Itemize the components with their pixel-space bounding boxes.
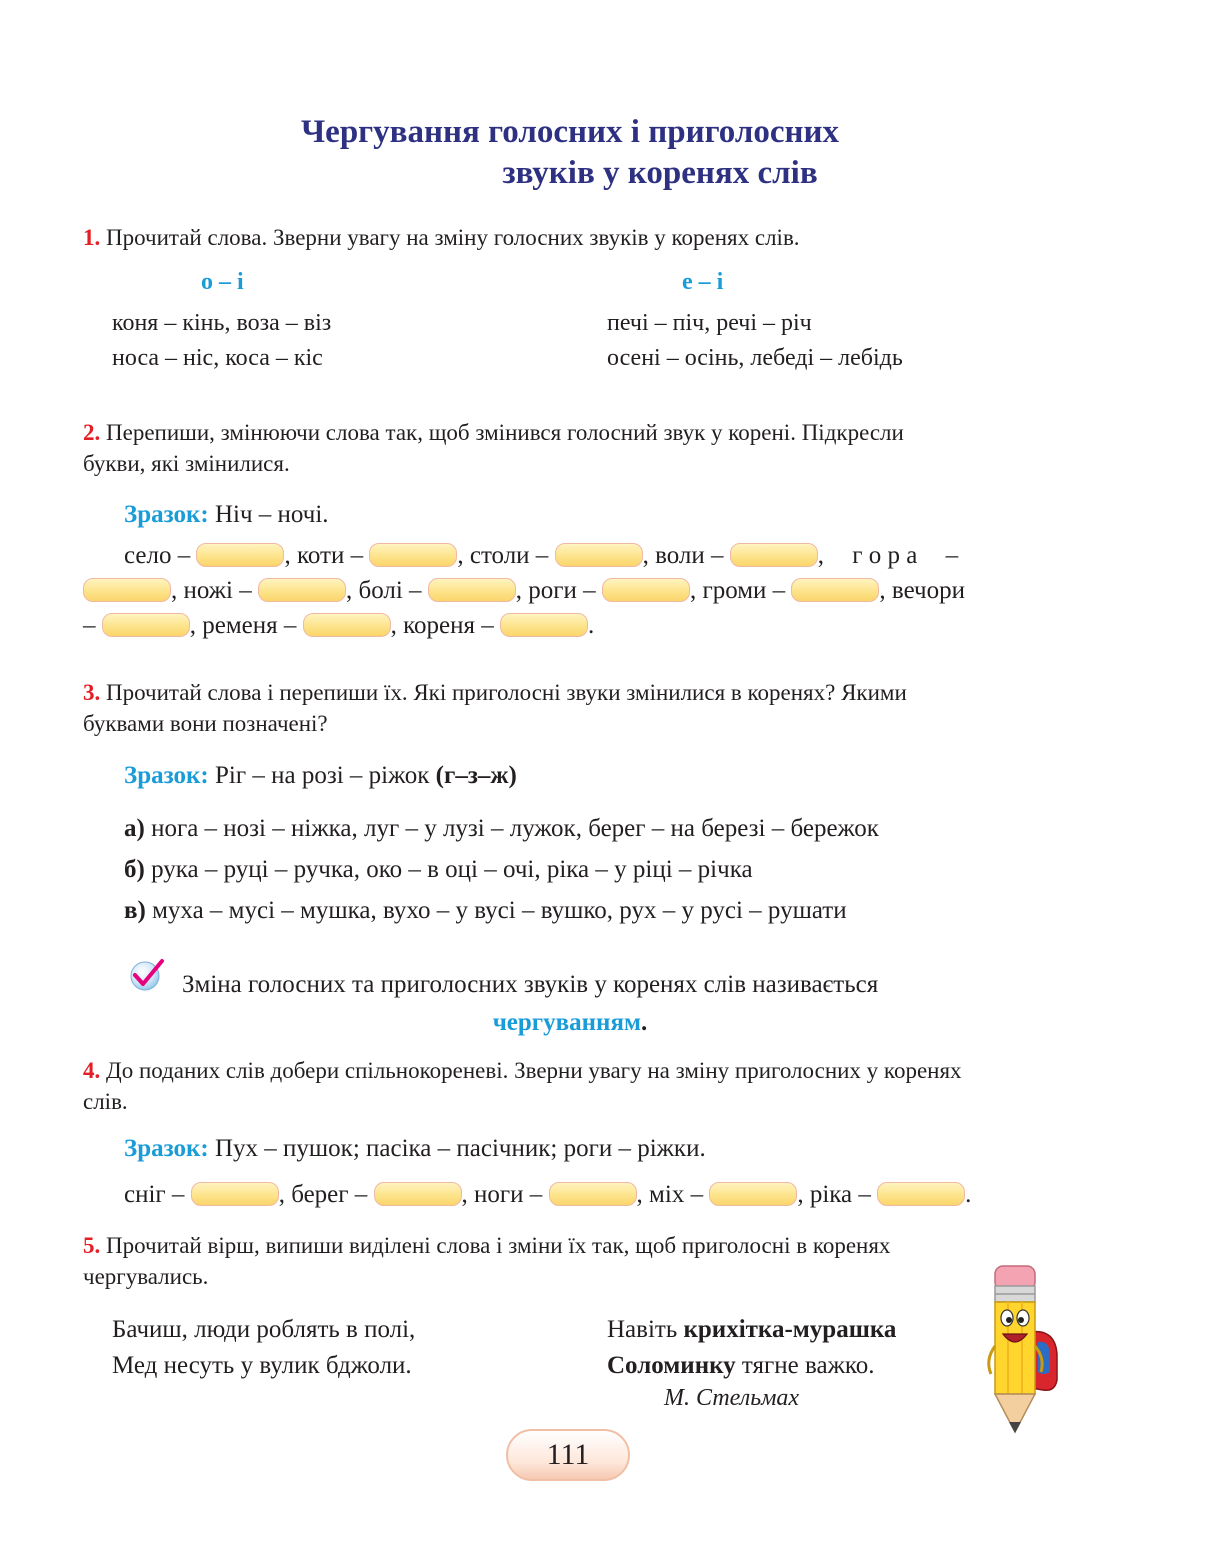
word: , міх –: [636, 1181, 704, 1208]
answer-blank[interactable]: [555, 543, 643, 567]
answer-blank[interactable]: [102, 613, 190, 637]
list-item: [124, 895, 847, 926]
list-item: [124, 813, 879, 844]
task-text: слів.: [83, 1089, 128, 1114]
word: , вечори: [879, 577, 966, 604]
page-title-line-1: Чергування голосних і приголосних: [300, 114, 840, 150]
task-number: 5.: [83, 1233, 101, 1258]
word: , берег –: [278, 1181, 368, 1208]
word: ,: [817, 542, 824, 569]
word: –: [945, 542, 959, 569]
item-text: рука – руці – ручка, око – в оці – очі, ріка – у ріці – річка: [151, 856, 753, 883]
sample-label: Зразок:: [124, 762, 209, 789]
word: , роги –: [515, 577, 596, 604]
sample-label: Зразок:: [124, 501, 209, 528]
word: , кореня –: [390, 612, 494, 639]
poem-plain: тягне важко.: [741, 1352, 875, 1379]
sample-line: [124, 1133, 706, 1164]
poem-line: Бачиш, люди роблять в полі,: [112, 1316, 416, 1343]
poem-line: [607, 1314, 896, 1345]
exercise-line: [124, 1177, 971, 1212]
word: .: [965, 1181, 972, 1208]
word: , столи –: [457, 542, 549, 569]
word: г о р а: [852, 542, 918, 569]
answer-blank[interactable]: [303, 613, 391, 637]
word-line: носа – ніс, коса – кіс: [112, 345, 323, 371]
answer-blank[interactable]: [191, 1182, 279, 1206]
task-4-instruction: [83, 1055, 1057, 1086]
word: –: [83, 612, 96, 639]
word: , ноги –: [461, 1181, 543, 1208]
word-line: коня – кінь, воза – віз: [112, 310, 332, 336]
poem-author: М. Стельмах: [664, 1385, 800, 1411]
answer-blank[interactable]: [877, 1182, 965, 1206]
poem-plain: Навіть: [607, 1316, 678, 1343]
answer-blank[interactable]: [83, 578, 171, 602]
word: , ріка –: [797, 1181, 871, 1208]
answer-blank[interactable]: [428, 578, 516, 602]
sample-label: Зразок:: [124, 1135, 209, 1162]
column-header-e-i: е – і: [682, 269, 724, 295]
exercise-line: [83, 608, 594, 643]
poem-highlight: Соломинку: [607, 1352, 736, 1379]
task-3-instruction: [83, 677, 1057, 708]
item-label: б): [124, 856, 145, 883]
rule-term: чергуванням: [492, 1009, 642, 1036]
pencil-mascot-icon: [983, 1262, 1063, 1438]
word: , болі –: [345, 577, 422, 604]
answer-blank[interactable]: [374, 1182, 462, 1206]
task-1-instruction: [83, 222, 800, 253]
word: , коти –: [284, 542, 364, 569]
rule-term-line: [0, 1006, 1140, 1039]
item-text: муха – мусі – мушка, вухо – у вусі – вушко, рух – у русі – рушати: [152, 897, 847, 924]
sample-line: [124, 499, 329, 530]
answer-blank[interactable]: [196, 543, 284, 567]
task-number: 3.: [83, 680, 101, 705]
sample-line: [124, 760, 517, 791]
task-text: Прочитай слова і перепиши їх. Які приголосні звуки змінилися в коренях? Якими: [106, 680, 907, 705]
task-text: Прочитай слова. Зверни увагу на зміну голосних звуків у коренях слів.: [106, 225, 800, 250]
word: .: [588, 612, 595, 639]
word: сніг –: [124, 1181, 185, 1208]
sample-alternation: (г–з–ж): [435, 762, 517, 789]
task-text: чергувались.: [83, 1264, 209, 1289]
column-header-o-i: о – і: [201, 269, 244, 295]
item-label: а): [124, 815, 145, 842]
answer-blank[interactable]: [791, 578, 879, 602]
task-number: 1.: [83, 225, 101, 250]
task-text: буквами вони позначені?: [83, 711, 328, 736]
word: , ножі –: [171, 577, 252, 604]
rule-text: Зміна голосних та приголосних звуків у коренях слів називається: [182, 971, 879, 998]
answer-blank[interactable]: [602, 578, 690, 602]
page-number: 111: [506, 1429, 630, 1481]
word: село –: [124, 542, 191, 569]
task-text: Перепиши, змінюючи слова так, щоб змінився голосний звук у корені. Підкресли: [106, 420, 904, 445]
task-text: Прочитай вірш, випиши виділені слова і зміни їх так, щоб приголосні в коренях: [106, 1233, 891, 1258]
answer-blank[interactable]: [500, 613, 588, 637]
poem-highlight: крихітка-мурашка: [683, 1316, 897, 1343]
task-number: 2.: [83, 420, 101, 445]
answer-blank[interactable]: [730, 543, 818, 567]
answer-blank[interactable]: [549, 1182, 637, 1206]
page-title-line-2: звуків у коренях слів: [502, 155, 818, 191]
sample-text: Пух – пушок; пасіка – пасічник; роги – ріжки.: [214, 1135, 706, 1162]
task-5-instruction: [83, 1230, 1057, 1261]
item-label: в): [124, 897, 146, 924]
task-text: До поданих слів добери спільнокореневі. Зверни увагу на зміну приголосних у коренях: [106, 1058, 962, 1083]
answer-blank[interactable]: [709, 1182, 797, 1206]
sample-text: Ріг – на розі – ріжок: [214, 762, 430, 789]
task-2-instruction: [83, 417, 1057, 448]
answer-blank[interactable]: [369, 543, 457, 567]
sample-text: Ніч – ночі.: [214, 501, 329, 528]
word: , воли –: [642, 542, 724, 569]
checkmark-icon: [129, 958, 165, 992]
exercise-line: [124, 538, 1064, 573]
task-text: букви, які змінилися.: [83, 451, 290, 476]
answer-blank[interactable]: [258, 578, 346, 602]
list-item: [124, 854, 753, 885]
rule-end: .: [641, 1009, 648, 1036]
word: , громи –: [689, 577, 786, 604]
word: , ременя –: [189, 612, 297, 639]
word-line: печі – піч, речі – річ: [607, 310, 812, 336]
word-line: осені – осінь, лебеді – лебідь: [607, 345, 903, 371]
exercise-line: [83, 573, 965, 608]
task-number: 4.: [83, 1058, 101, 1083]
poem-line: Мед несуть у вулик бджоли.: [112, 1352, 412, 1379]
item-text: нога – нозі – ніжка, луг – у лузі – лужок, берег – на березі – бережок: [151, 815, 879, 842]
poem-line: [607, 1350, 874, 1381]
